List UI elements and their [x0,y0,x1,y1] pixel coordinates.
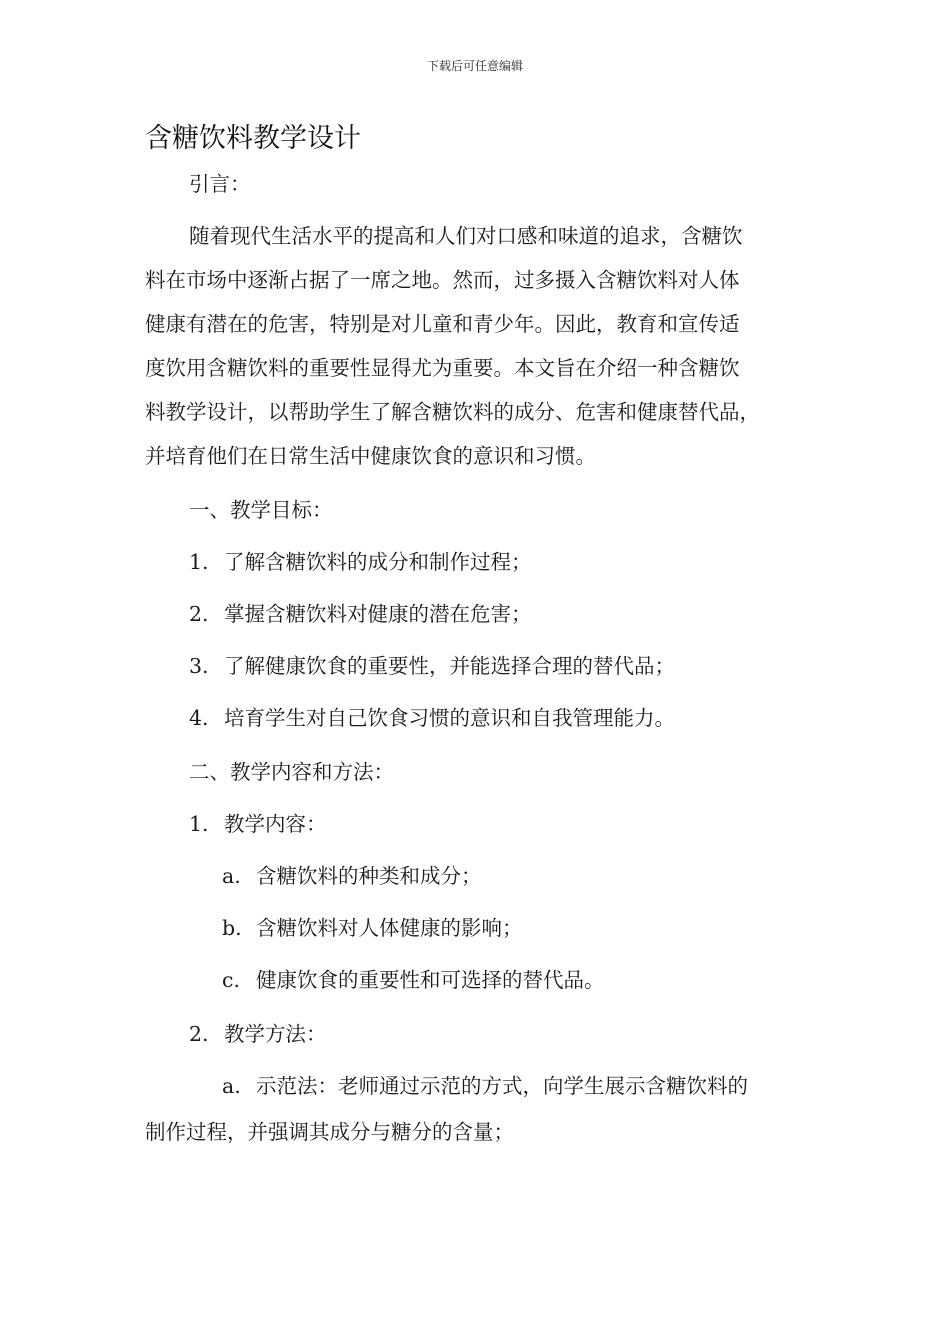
content-item-letter: a. [222,864,241,888]
content-item-letter: c. [222,968,240,992]
intro-line-3: 健康有潜在的危害，特别是对儿童和青少年。因此，教育和宣传适 [145,312,740,336]
goal-item-number: 4. [189,706,209,730]
content-item-text: 健康饮食的重要性和可选择的替代品。 [256,968,605,992]
document-title: 含糖饮料教学设计 [145,123,361,154]
header-note: 下载后可任意编辑 [426,59,523,73]
goal-item-number: 2. [189,602,209,626]
content-item-text: 含糖饮料的种类和成分； [256,864,482,888]
goal-item-text: 培育学生对自己饮食习惯的意识和自我管理能力。 [224,706,675,730]
method-item-a-line1 [222,1074,748,1099]
intro-line-5: 料教学设计，以帮助学生了解含糖饮料的成分、危害和健康替代品， [145,400,760,424]
goal-item-2 [189,602,532,627]
intro-line-2: 料在市场中逐渐占据了一席之地。然而，过多摄入含糖饮料对人体 [145,268,740,292]
goal-item-text: 了解健康饮食的重要性，并能选择合理的替代品； [224,654,675,678]
goal-item-text: 了解含糖饮料的成分和制作过程； [224,550,532,574]
content-item-c [222,968,605,993]
section1-heading: 一、教学目标： [189,498,333,522]
method-heading [189,1022,327,1047]
goal-item-number: 3. [189,654,209,678]
content-item-letter: b. [222,916,242,940]
intro-line-6: 并培育他们在日常生活中健康饮食的意识和习惯。 [145,444,596,468]
method-number: 2. [189,1022,209,1046]
content-number: 1. [189,812,209,836]
content-item-text: 含糖饮料对人体健康的影响； [256,916,523,940]
goal-item-text: 掌握含糖饮料对健康的潜在危害； [224,602,532,626]
content-heading [189,812,327,837]
content-item-b [222,916,523,941]
method-item-a-line2: 制作过程，并强调其成分与糖分的含量； [145,1120,514,1144]
intro-label: 引言： [189,172,251,196]
content-label: 教学内容： [224,812,327,836]
method-item-letter: a. [222,1074,241,1098]
section2-heading: 二、教学内容和方法： [189,760,394,784]
goal-item-number: 1. [189,550,209,574]
method-item-text: 示范法：老师通过示范的方式，向学生展示含糖饮料的 [256,1074,748,1098]
goal-item-1 [189,550,532,575]
method-label: 教学方法： [224,1022,327,1046]
intro-line-1: 随着现代生活水平的提高和人们对口感和味道的追求，含糖饮 [189,224,743,248]
goal-item-4 [189,706,675,731]
goal-item-3 [189,654,675,679]
content-item-a [222,864,482,889]
intro-line-4: 度饮用含糖饮料的重要性显得尤为重要。本文旨在介绍一种含糖饮 [145,356,740,380]
